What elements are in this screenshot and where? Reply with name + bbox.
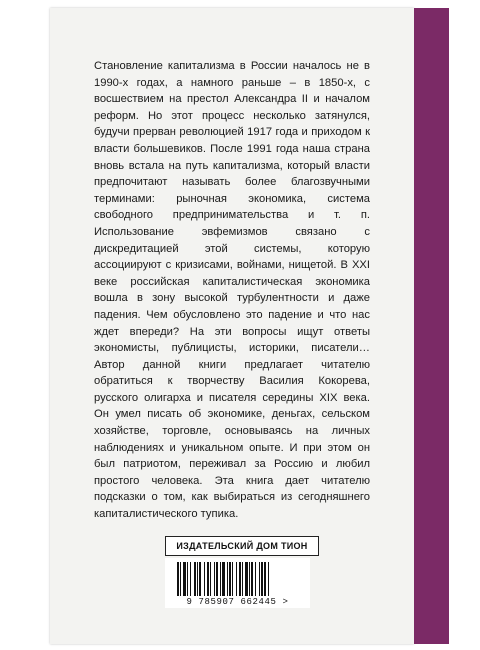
barcode-bar xyxy=(236,562,237,596)
barcode-bar xyxy=(204,562,205,596)
barcode-bar xyxy=(229,562,231,596)
book-spine-strip xyxy=(414,8,449,644)
barcode-bar xyxy=(210,562,211,596)
barcode-bar xyxy=(264,562,266,596)
barcode-bar xyxy=(197,562,198,596)
barcode-bar xyxy=(177,562,179,596)
barcode-bar xyxy=(216,562,218,596)
barcode-bar xyxy=(255,562,256,596)
barcode-bar xyxy=(251,562,253,596)
barcode-digits: 9 785907 662445 > xyxy=(186,597,289,607)
barcode-bar xyxy=(199,562,201,596)
barcode-bar xyxy=(183,562,186,596)
barcode-bar xyxy=(242,562,243,596)
cover-blurb: Становление капитализма в России началось не в 1990-х годах, а намного раньше – в 1850-х, с восшествием на престол Александра II и началом реформ. Но этот процесс несколько затянулся, будучи прерван революцией 1917 года и приходом к власти большевиков. После 1991 года наша страна вновь встала на путь капитализма, который власти предпочитают называть более благозвучными терминами: рыночная экономика, система свободного предпринимательства и т. п. Использование эвфемизмов связано с дискредитацией этой системы, которую ассоциируют с кризисами, войнами, нищетой. В XXI веке российская капиталистическая экономика вошла в зону высокой турбулентности и даже падения. Чем обусловлено это падение и что нас ждет впереди? На эти вопросы ищут ответы экономисты, публицисты, историки, писатели… Автор данной книги предлагает читателю обратиться к творчеству Василия Кокорева, русского олигарха и писателя середины XIX века. Он умел писать об экономике, деньгах, сельском хозяйстве, торговле, основываясь на личных наблюдениях и уникальном опыте. И при этом он был патриотом, переживал за Россию и любил простого человека. Эта книга дает читателю подсказки о том, как выбираться из сегодняшнего капиталистического тупика. xyxy=(94,60,370,521)
barcode-bar xyxy=(227,562,228,596)
barcode-bar xyxy=(220,562,221,596)
barcode-bar xyxy=(180,562,181,596)
barcode-bar xyxy=(222,562,225,596)
barcode-bar xyxy=(261,562,263,596)
barcode-bar xyxy=(214,562,215,596)
barcode-bar xyxy=(245,562,248,596)
barcode-bar xyxy=(239,562,241,596)
barcode-bar xyxy=(190,562,191,596)
barcode-bars xyxy=(175,562,300,598)
barcode-bar xyxy=(194,562,196,596)
barcode-bar xyxy=(232,562,233,596)
barcode-bar xyxy=(187,562,188,596)
barcode-bar xyxy=(259,562,260,596)
barcode xyxy=(165,558,310,608)
barcode-bar xyxy=(249,562,250,596)
publisher-label: ИЗДАТЕЛЬСКИЙ ДОМ ТИОН xyxy=(165,536,319,556)
barcode-bar xyxy=(268,562,269,596)
barcode-bar xyxy=(207,562,209,596)
